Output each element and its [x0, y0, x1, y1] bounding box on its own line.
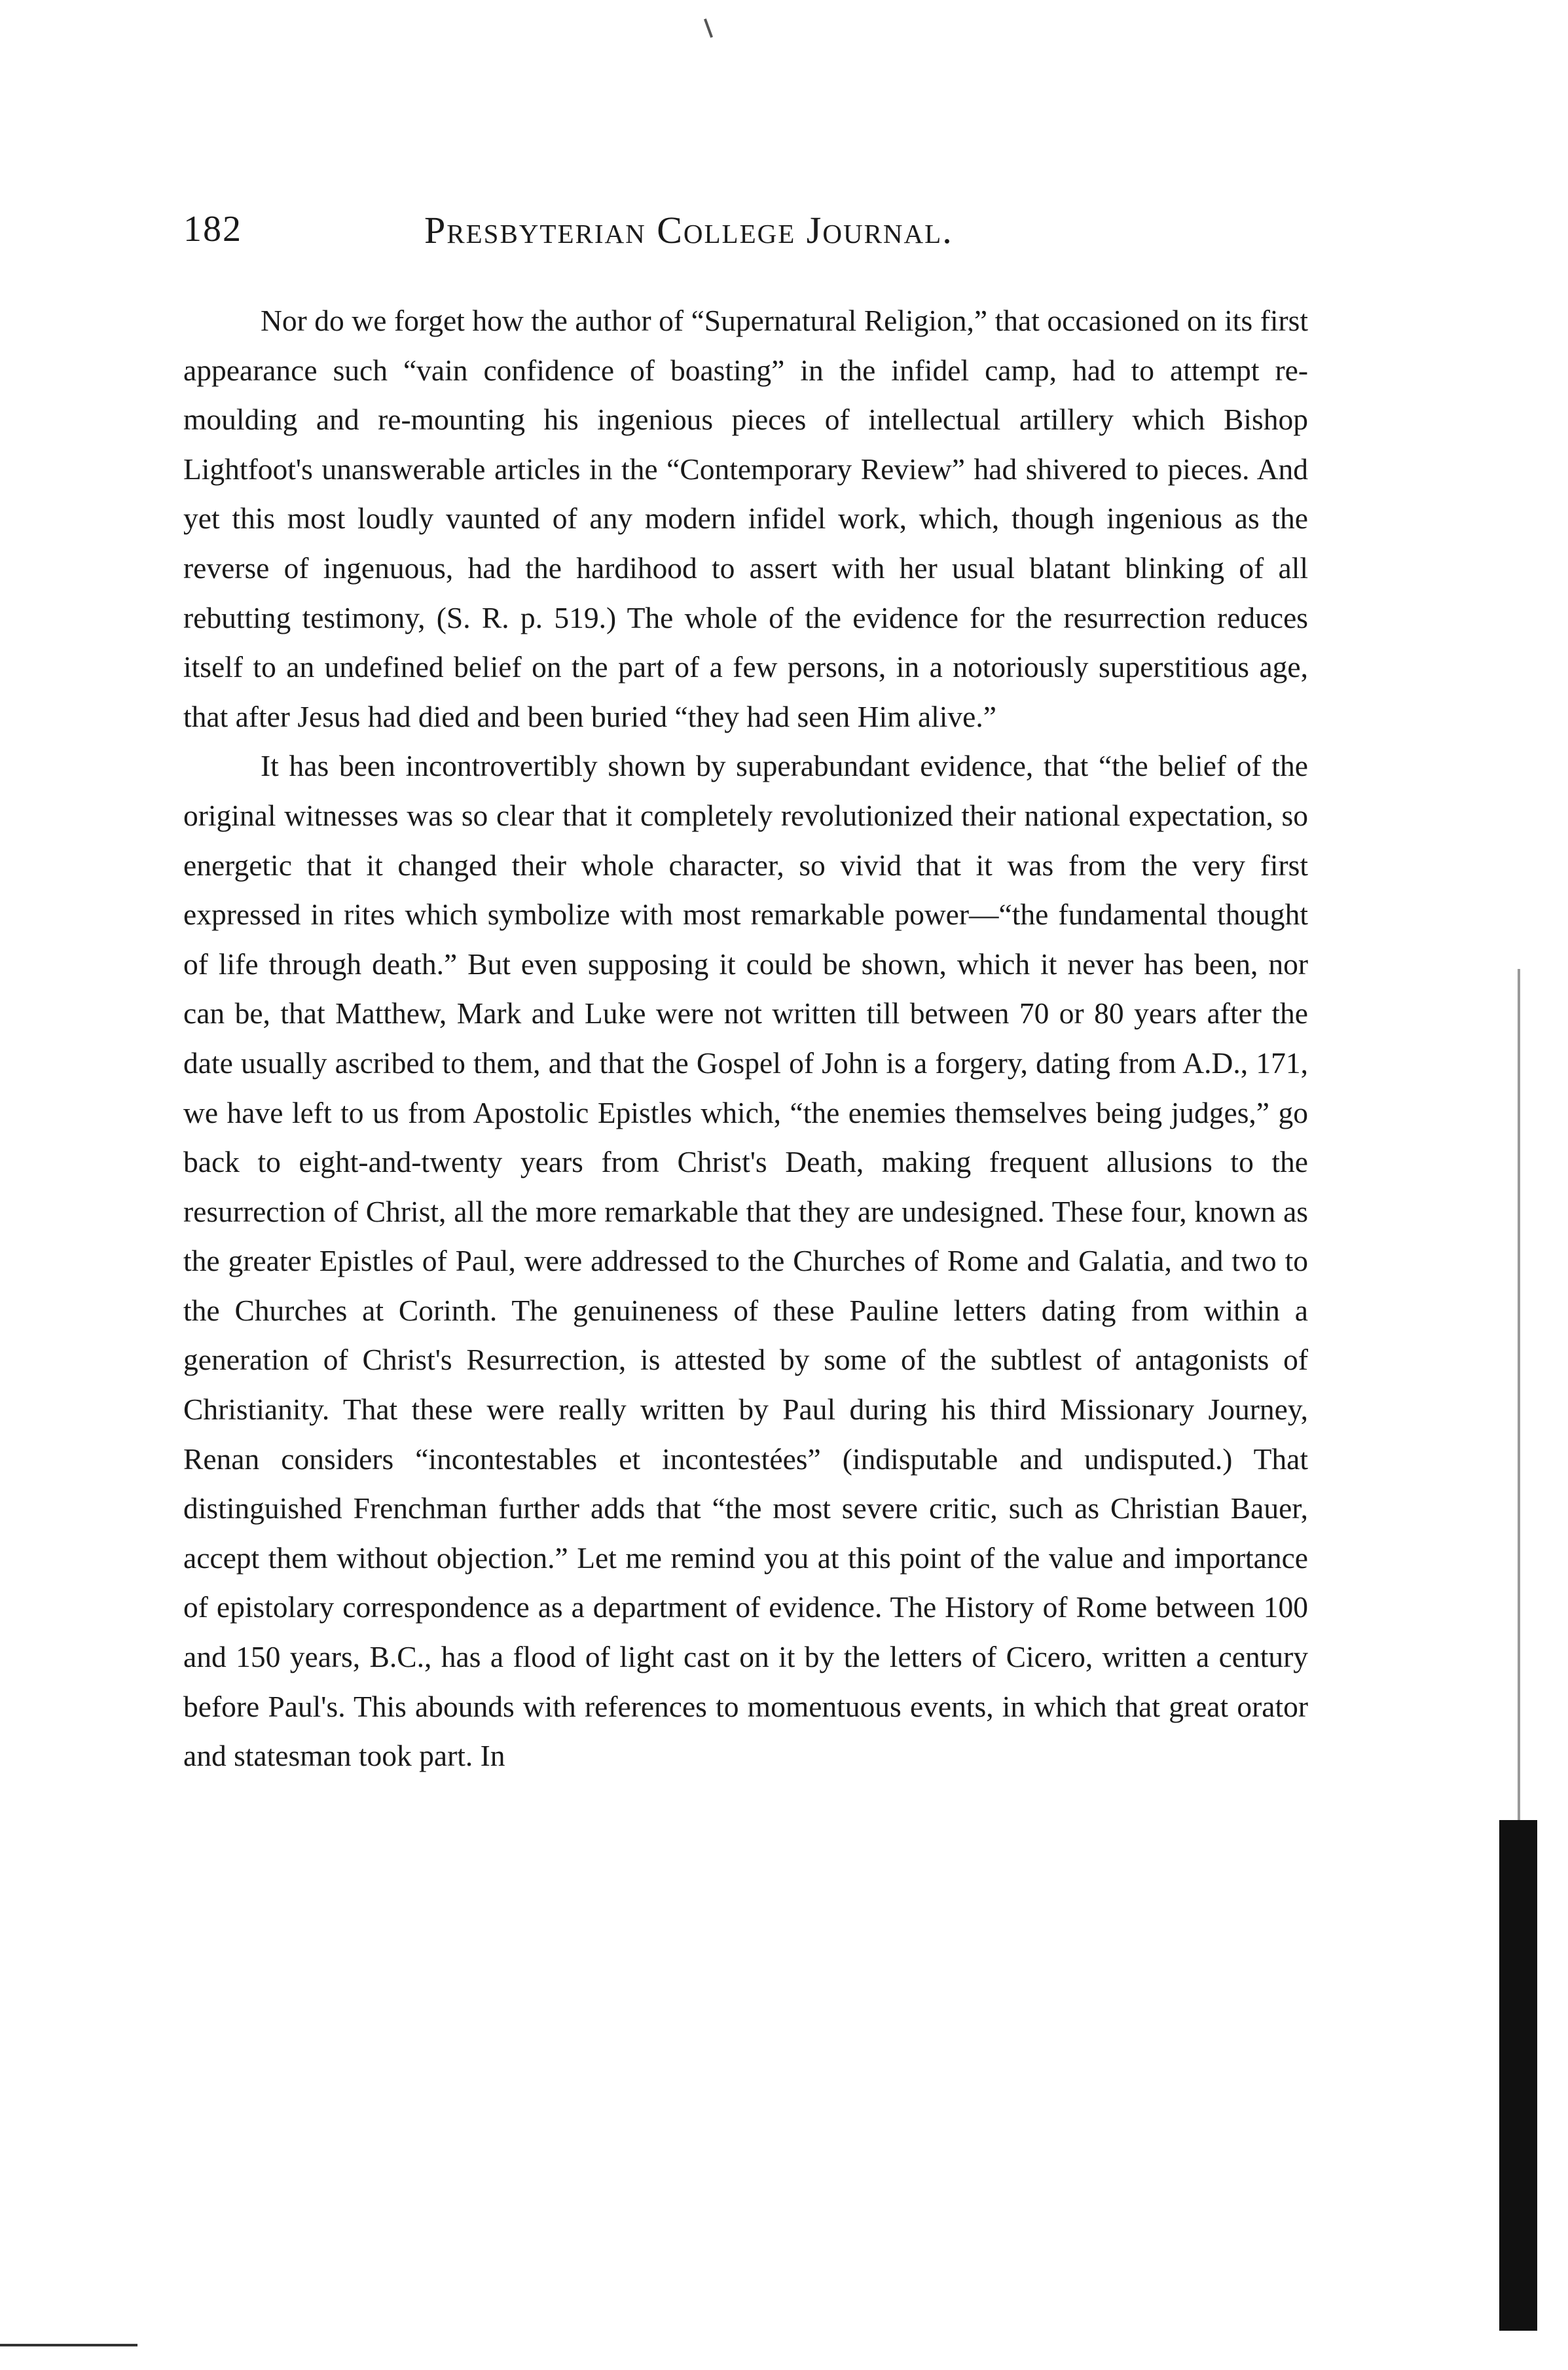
page-edge-shadow [1518, 969, 1520, 1820]
stray-mark [704, 18, 713, 38]
page-edge-shadow [1499, 1820, 1537, 2331]
page-number: 182 [183, 209, 242, 249]
body-text [183, 296, 1308, 1781]
page-header [183, 208, 1322, 267]
paragraph: Nor do we forget how the author of “Supernatural Religion,” that occasioned on its first appearance such “vain confidence of boasting” in the infidel camp, had to attempt re-moulding and re-mounting his ingenious pieces of intellectual artillery which Bishop Lightfoot's unanswerable articles in the “Contemporary Review” had shivered to pieces. And yet this most loudly vaunted of any modern infidel work, which, though ingenious as the reverse of ingenuous, had the hardihood to assert with her usual blatant blinking of all rebutting testimony, (S. R. p. 519.) The whole of the evidence for the resurrection reduces itself to an undefined belief on the part of a few persons, in a notoriously superstitious age, that after Jesus had died and been buried “they had seen Him alive.” [183, 304, 1308, 733]
running-title: Presbyterian College Journal. [424, 209, 953, 251]
paragraph: It has been incontrovertibly shown by superabundant evidence, that “the belief of the original witnesses was so clear that it completely revolutionized their national expectation, so energetic that it changed their whole character, so vivid that it was from the very first expressed in rites which symbolize with most remarkable power—“the fundamental thought of life through death.” But even supposing it could be shown, which it never has been, nor can be, that Matthew, Mark and Luke were not written till between 70 or 80 years after the date usually ascribed to them, and that the Gospel of John is a forgery, dating from A.D., 171, we have left to us from Apostolic Epistles which, “the enemies themselves being judges,” go back to eight-and-twenty years from Christ's Death, making frequent allusions to the resurrection of Christ, all the more remarkable that they are undesigned. These four, known as the greater Epistles of Paul, were addressed to the Churches of Rome and Galatia, and two to the Churches at Corinth. The genuineness of these Pauline letters dating from within a generation of Christ's Resurrection, is attested by some of the subtlest of antagonists of Christianity. That these were really written by Paul during his third Missionary Journey, Renan considers “incontestables et incontestées” (indisputable and undisputed.) That distinguished Frenchman further adds that “the most severe critic, such as Christian Bauer, accept them without objection.” Let me remind you at this point of the value and importance of epistolary correspondence as a department of evidence. The History of Rome between 100 and 150 years, B.C., has a flood of light cast on it by the letters of Cicero, written a century before Paul's. This abounds with references to momentuous events, in which that great orator and statesman took part. In [183, 749, 1308, 1773]
scan-edge-mark [0, 2344, 137, 2346]
